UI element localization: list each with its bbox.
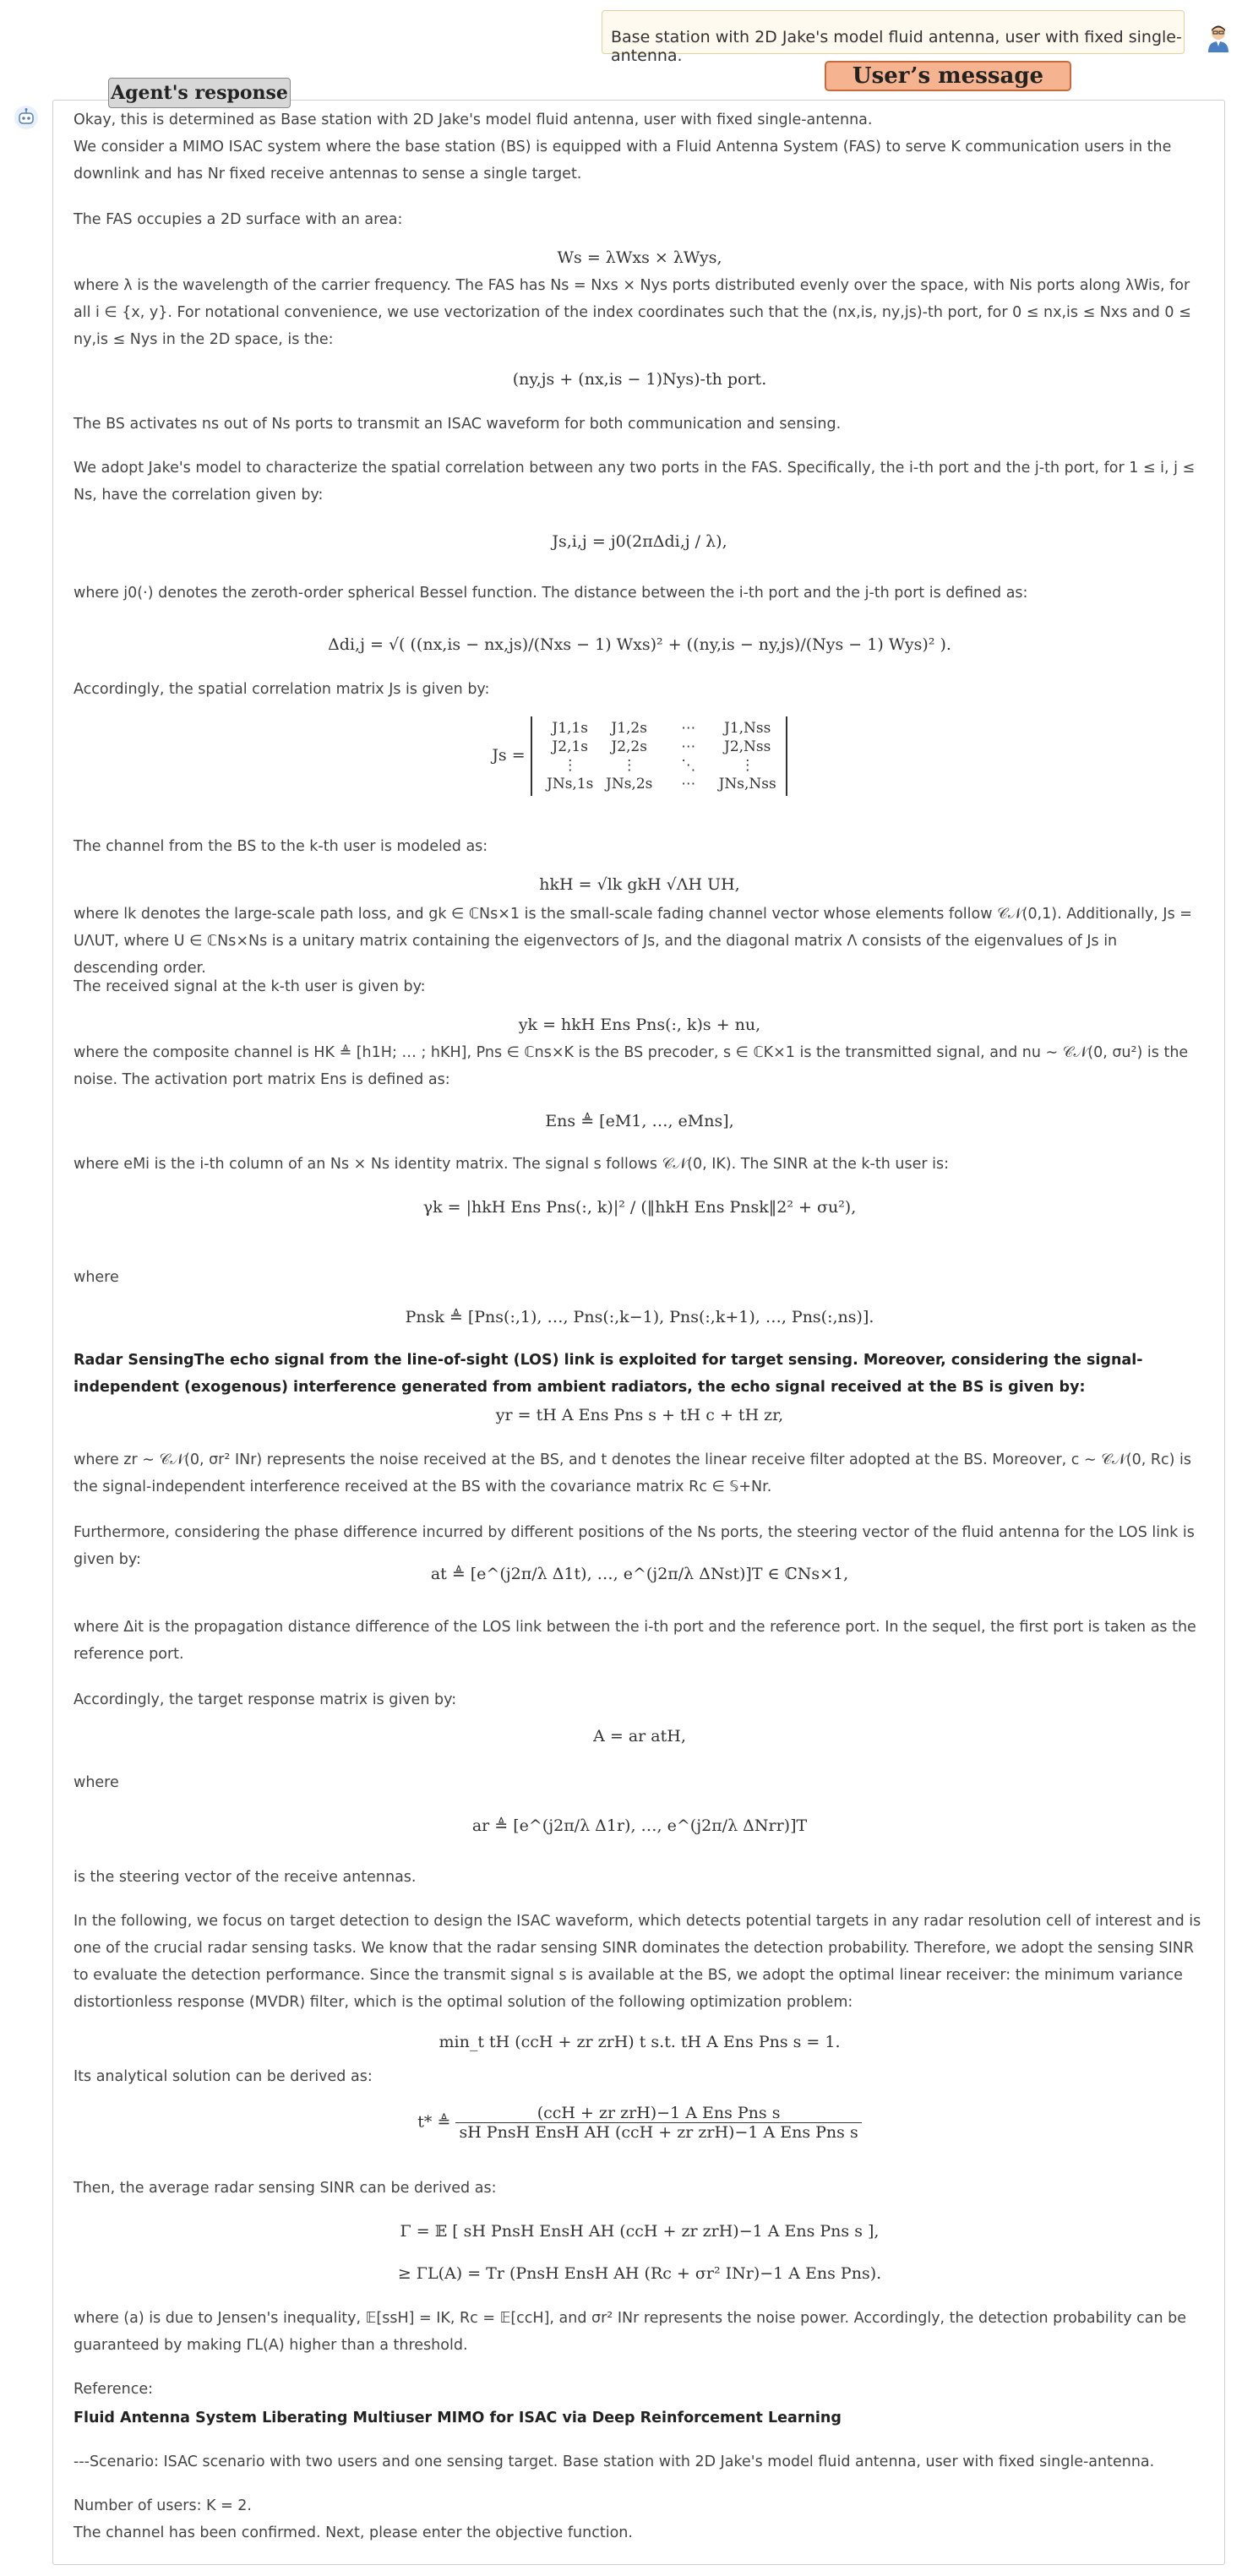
paragraph: We consider a MIMO ISAC system where the base station (BS) is equipped with a Fluid Antenna System (FAS) to serve K communication users in the downlink and has Nr fixed receive antennas to sense a single target. [74, 139, 1172, 182]
user-message-bubble [602, 10, 1185, 65]
paragraph: The BS activates ns out of Ns ports to transmit an ISAC waveform for both communication and sensing. [74, 416, 842, 433]
user-message-text: Base station with 2D Jake's model fluid antenna, user with fixed single-antenna. [611, 28, 1182, 65]
paragraph: Its analytical solution can be derived as: [74, 2068, 373, 2085]
paragraph: where λ is the wavelength of the carrier frequency. The FAS has Ns = Nxs × Nys ports distributed evenly over the space, with Nis ports along λWis, for all i ∈ {x, y}. For notational convenience, we use vectorization of the index coordinates such that the (nx,is, ny,js)-th port, for 0 ≤ nx,is ≤ Nxs and 0 ≤ ny,is ≤ Nys in the 2D space, is the: [74, 277, 1191, 348]
paragraph: Furthermore, considering the phase difference incurred by different positions of the Ns ports, the steering vector of the fluid antenna for the LOS link is given by: [74, 1524, 1195, 1568]
paragraph: where j0(·) denotes the zeroth-order spherical Bessel function. The distance between the i-th port and the j-th port is defined as: [74, 585, 1028, 602]
paragraph: We adopt Jake's model to characterize the spatial correlation between any two ports in the FAS. Specifically, the i-th port and the j-th port, for 1 ≤ i, j ≤ Ns, have the correlation given by: [74, 460, 1196, 504]
matrix-cell: ⋯ [681, 720, 696, 737]
matrix-cell: J2,Nss [724, 738, 771, 755]
paragraph: where eMi is the i-th column of an Ns × Ns identity matrix. The signal s follows 𝒞𝒩(0, IK). The SINR at the k-th user is: [74, 1156, 949, 1173]
scenario-text: ---Scenario: ISAC scenario with two users and one sensing target. Base station with 2D Jake's model fluid antenna, user with fixed single-antenna. [74, 2453, 1155, 2470]
equation: hkH = √lk gkH √ΛH UH, [539, 875, 740, 894]
equation: A = ar atH, [593, 1727, 686, 1745]
equation: ar ≜ [e^(j2π/λ Δ1r), …, e^(j2π/λ ΔNrr)]T [471, 1816, 808, 1835]
matrix-cell: ⋮ [622, 757, 637, 774]
paragraph: where Δit is the propagation distance difference of the LOS link between the i-th port and the reference port. In the sequel, the first port is taken as the reference port. [74, 1619, 1196, 1663]
matrix-cell: ⋯ [681, 776, 696, 792]
paragraph: Okay, this is determined as Base station with 2D Jake's model fluid antenna, user with fixed single-antenna. [74, 112, 873, 128]
matrix-cell: J1,Nss [724, 720, 771, 737]
matrix-cell: J2,1s [552, 738, 588, 755]
matrix-lhs: Js = [492, 746, 526, 765]
paragraph: Then, the average radar sensing SINR can be derived as: [74, 2180, 497, 2197]
reference-label: Reference: [74, 2381, 154, 2398]
paragraph: The channel from the BS to the k-th user is modeled as: [74, 838, 488, 855]
equation: Ens ≜ [eM1, …, eMns], [545, 1112, 734, 1130]
paragraph: where (a) is due to Jensen's inequality, 𝔼[ssH] = IK, Rc = 𝔼[ccH], and σr² INr represents the noise power. Accordingly, the detection probability can be guaranteed by making ΓL(A) higher than a threshold. [74, 2310, 1186, 2354]
mvdr-solution-equation [74, 2104, 1206, 2142]
equation: ≥ ΓL(A) = Tr (PnsH EnsH AH (Rc + σr² INr)−1 A Ens Pns). [397, 2264, 882, 2283]
equation: yk = hkH Ens Pns(:, k)s + nu, [518, 1016, 761, 1034]
equation: (ny,js + (nx,is − 1)Nys)-th port. [512, 370, 767, 389]
paragraph: The FAS occupies a 2D surface with an area: [74, 211, 403, 228]
equation: Δdi,j = √( ((nx,is − nx,js)/(Nxs − 1) Wxs)² + ((ny,is − ny,js)/(Nys − 1) Wys)² ). [328, 635, 951, 654]
matrix-cell: JNs,Nss [718, 776, 776, 792]
section-paragraph: Radar SensingThe echo signal from the line-of-sight (LOS) link is exploited for target sensing. Moreover, considering the signal-independent (exogenous) interference generated from ambient radiators, the echo signal received at the BS is given by: [74, 1352, 1143, 1396]
equation: yr = tH A Ens Pns s + tH c + tH zr, [495, 1406, 784, 1424]
equation: Js,i,j = j0(2πΔdi,j / λ), [552, 532, 727, 551]
agent-response-label: Agent's response [108, 78, 291, 108]
robot-icon [14, 105, 39, 130]
paragraph: Accordingly, the target response matrix is given by: [74, 1691, 457, 1708]
paragraph: In the following, we focus on target detection to design the ISAC waveform, which detects potential targets in any radar resolution cell of interest and is one of the crucial radar sensing tasks. We know that the radar sensing SINR dominates the detection probability. Therefore, we adopt the sensing SINR to evaluate the detection performance. Since the transmit signal s is available at the BS, we adopt the optimal linear receiver: the minimum variance distortionless response (MVDR) filter, which is the optimal solution of the following optimization problem: [74, 1913, 1201, 2011]
user-avatar-icon [1206, 24, 1231, 52]
fraction-denominator: sH PnsH EnsH AH (ccH + zr zrH)−1 A Ens Pns s [459, 2123, 858, 2142]
matrix-cell: ⋮ [563, 757, 578, 774]
equation: γk = |hkH Ens Pns(:, k)|² / (‖hkH Ens Pnsk‖2² + σu²), [422, 1198, 857, 1217]
paragraph: where [74, 1269, 119, 1286]
fraction-numerator: (ccH + zr zrH)−1 A Ens Pns s [455, 2104, 861, 2123]
matrix-cell: ⋱ [681, 757, 696, 774]
matrix-cell: J1,1s [552, 720, 588, 737]
paragraph: The received signal at the k-th user is given by: [74, 978, 426, 995]
reference-title: Fluid Antenna System Liberating Multiuser MIMO for ISAC via Deep Reinforcement Learning [74, 2410, 842, 2426]
closing-text: The channel has been confirmed. Next, please enter the objective function. [74, 2524, 633, 2541]
matrix-cell: J1,2s [611, 720, 647, 737]
users-text: Number of users: K = 2. [74, 2497, 252, 2514]
equation: Ws = λWxs × λWys, [557, 248, 722, 267]
correlation-matrix [531, 716, 787, 796]
matrix-cell: JNs,1s [547, 776, 594, 792]
paragraph: where zr ∼ 𝒞𝒩(0, σr² INr) represents the noise received at the BS, and t denotes the linear receive filter adopted at the BS. Moreover, c ∼ 𝒞𝒩(0, Rc) is the signal-independent interference received at the BS with the covariance matrix Rc ∈ 𝕊+Nr. [74, 1451, 1191, 1495]
equation-lhs: t* ≜ [417, 2112, 451, 2132]
matrix-cell: ⋮ [740, 757, 755, 774]
user-message-label: User’s message [825, 61, 1071, 91]
paragraph: Accordingly, the spatial correlation matrix Js is given by: [74, 681, 490, 698]
paragraph: where the composite channel is HK ≜ [h1H; … ; hKH], Pns ∈ ℂns×K is the BS precoder, s ∈ ℂK×1 is the transmitted signal, and nu ∼ 𝒞𝒩(0, σu²) is the noise. The activation port matrix Ens is defined as: [74, 1044, 1189, 1088]
equation: Γ = 𝔼 [ sH PnsH EnsH AH (ccH + zr zrH)−1 A Ens Pns s ], [400, 2222, 880, 2241]
paragraph: where lk denotes the large-scale path loss, and gk ∈ ℂNs×1 is the small-scale fading channel vector whose elements follow 𝒞𝒩(0,1). Additionally, Js = UΛUT, where U ∈ ℂNs×Ns is a unitary matrix containing the eigenvectors of Js, and the diagonal matrix Λ consists of the eigenvalues of Js in descending order. [74, 906, 1192, 977]
equation: Pnsk ≜ [Pns(:,1), …, Pns(:,k−1), Pns(:,k+1), …, Pns(:,ns)]. [405, 1308, 874, 1326]
equation: at ≜ [e^(j2π/λ Δ1t), …, e^(j2π/λ ΔNst)]T ∈ ℂNs×1, [430, 1565, 849, 1583]
fraction [455, 2104, 861, 2142]
paragraph: where [74, 1774, 119, 1791]
matrix-cell: J2,2s [611, 738, 647, 755]
matrix-cell: JNs,2s [606, 776, 653, 792]
matrix-cell: ⋯ [681, 738, 696, 755]
paragraph: is the steering vector of the receive antennas. [74, 1869, 417, 1886]
correlation-matrix-equation [74, 716, 1206, 796]
equation: min_t tH (ccH + zr zrH) t s.t. tH A Ens Pns s = 1. [439, 2033, 841, 2051]
